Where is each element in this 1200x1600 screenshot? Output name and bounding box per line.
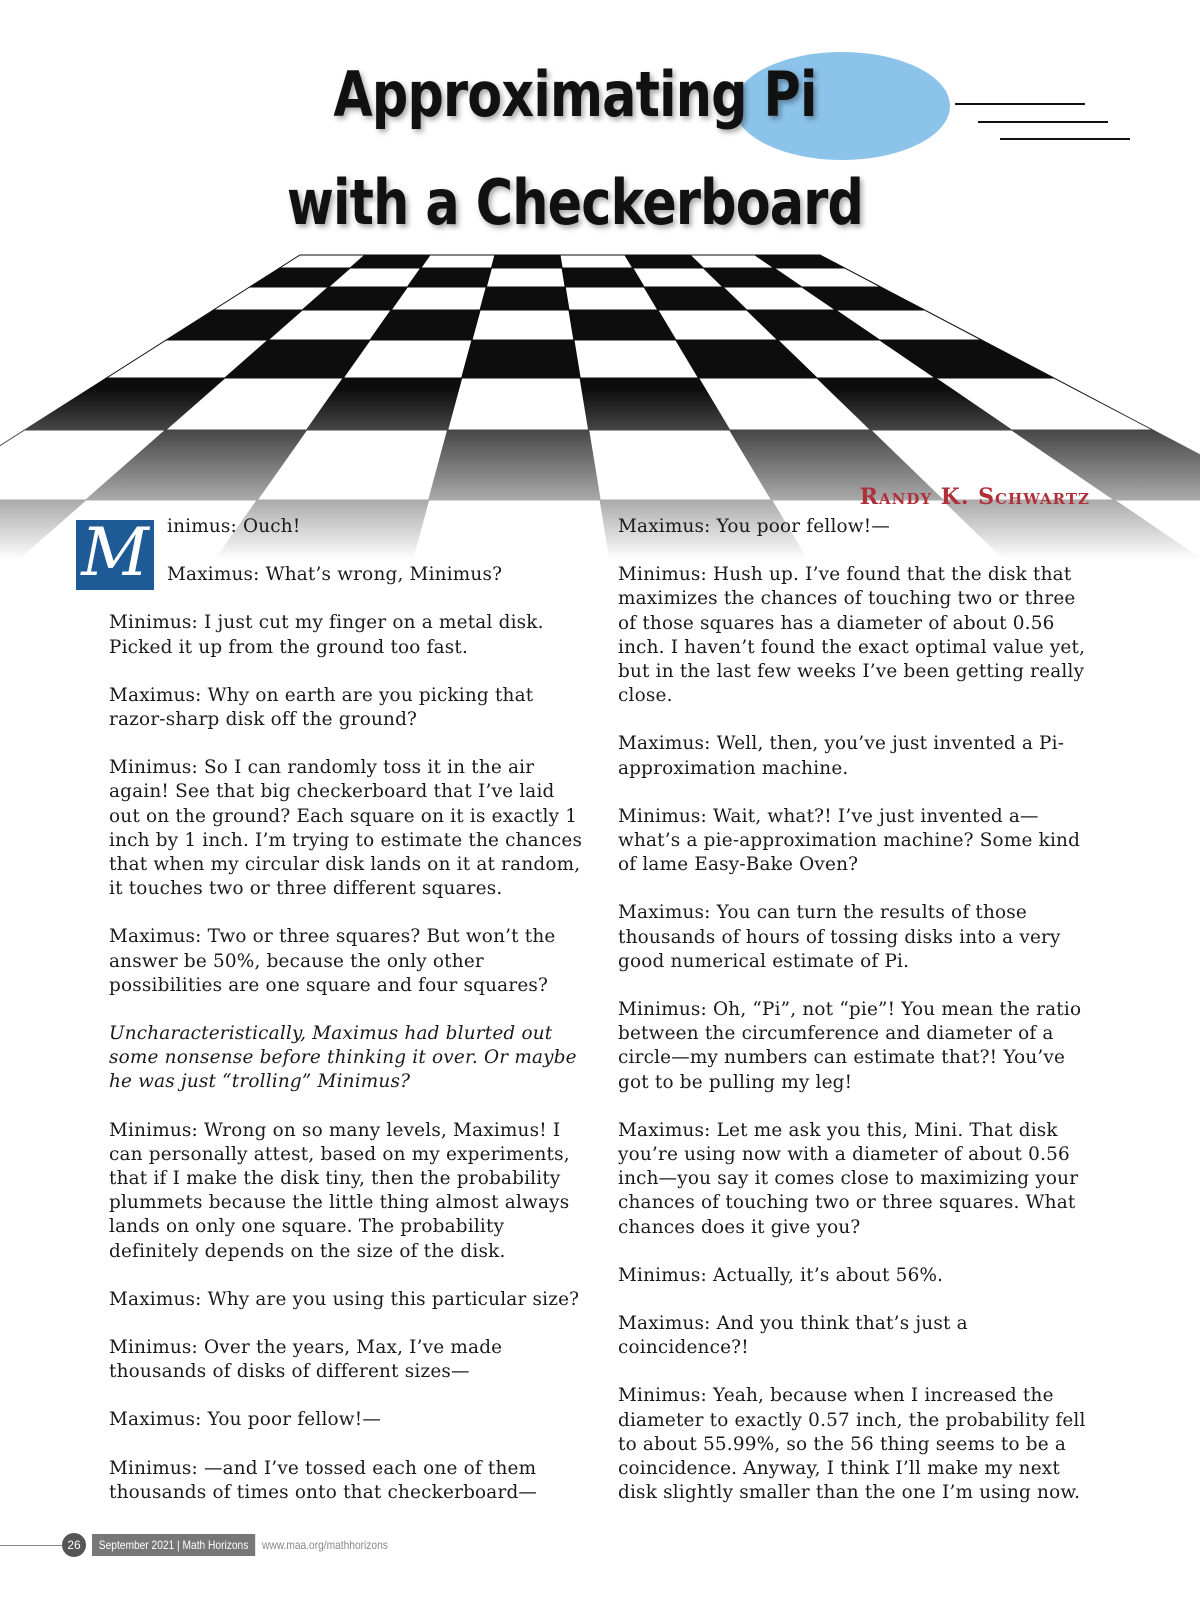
dialogue-paragraph: Minimus: I just cut my finger on a metal disk. Picked it up from the ground too fast.	[109, 612, 544, 658]
article-title-line-2: with a Checkerboard	[286, 166, 864, 239]
dialogue-paragraph: Maximus: You poor fellow!—	[109, 1409, 381, 1431]
dialogue-paragraph: Minimus: Oh, “Pi”, not “pie”! You mean the ratio between the circumference and diameter of a circle—my numbers can estimate that?! You’ve got to be pulling my leg!	[618, 999, 1082, 1093]
dialogue-paragraph: Minimus: Wait, what?! I’ve just invented a—what’s a pie-approximation machine? Some kind of lame Easy-Bake Oven?	[618, 805, 1081, 876]
dialogue-paragraph: Maximus: You poor fellow!—	[618, 516, 890, 537]
drop-cap-letter: M	[81, 514, 149, 591]
dialogue-paragraph: Maximus: Why on earth are you picking that razor-sharp disk off the ground?	[109, 684, 534, 731]
footer-url[interactable]: www.maa.org/mathhorizons	[262, 1538, 388, 1552]
dialogue-paragraph: Minimus: Wrong on so many levels, Maximus! I can personally attest, based on my experiments, that if I make the disk tiny, then the probability plummets because the little thing almost always lands on only one square. The probability definitely depends on the size of the disk.	[109, 1119, 570, 1262]
dialogue-paragraph: Minimus: Actually, it’s about 56%.	[618, 1264, 944, 1286]
dialogue-paragraph: Maximus: Let me ask you this, Mini. That disk you’re using now with a diameter of about 0.56 inch—you say it comes close to maximizing your chances of touching two or three squares. What chances does it give you?	[618, 1119, 1079, 1238]
dialogue-paragraph: Maximus: And you think that’s just a coincidence?!	[618, 1313, 968, 1359]
footer-rule	[0, 1545, 62, 1546]
right-column	[618, 515, 1093, 1530]
dialogue-paragraph: Maximus: Why are you using this particular size?	[109, 1288, 580, 1310]
dialogue-paragraph: Maximus: What’s wrong, Minimus?	[167, 564, 503, 586]
page-number: 26	[62, 1533, 86, 1557]
dialogue-paragraph: inimus: Ouch!	[167, 516, 301, 537]
dialogue-paragraph: Maximus: You can turn the results of those thousands of hours of tossing disks into a very good numerical estimate of Pi.	[618, 902, 1061, 972]
issue-label: September 2021 | Math Horizons	[92, 1534, 255, 1556]
article-title-line-1: Approximating Pi	[333, 58, 817, 131]
dialogue-paragraph: Uncharacteristically, Maximus had blurted out some nonsense before thinking it over. Or maybe he was just “trolling” Minimus?	[109, 1023, 577, 1093]
dialogue-paragraph: Minimus: Hush up. I’ve found that the disk that maximizes the chances of touching two or three of those squares has a diameter of about 0.56 inch. I haven’t found the exact optimal value yet, but in the last few weeks I’ve been getting really close.	[618, 564, 1086, 707]
author-byline: Randy K. Schwartz	[859, 484, 1090, 510]
dialogue-paragraph: Maximus: Well, then, you’ve just invented a Pi-approximation machine.	[618, 733, 1065, 779]
page-footer	[0, 1530, 1200, 1560]
dialogue-paragraph: Minimus: —and I’ve tossed each one of them thousands of times onto that checkerboard—	[109, 1457, 538, 1503]
left-column	[109, 515, 584, 1529]
dialogue-paragraph: Minimus: Over the years, Max, I’ve made thousands of disks of different sizes—	[109, 1337, 503, 1383]
dialogue-paragraph: Minimus: Yeah, because when I increased the diameter to exactly 0.57 inch, the probability fell to about 55.99%, so the 56 thing seems to be a coincidence. Anyway, I think I’ll make my next disk slightly smaller than the one I’m using now.	[618, 1385, 1086, 1504]
dialogue-paragraph: Maximus: Two or three squares? But won’t the answer be 50%, because the only other possibilities are one square and four squares?	[109, 926, 556, 996]
decorative-line	[1000, 138, 1130, 140]
dialogue-paragraph: Minimus: So I can randomly toss it in the air again! See that big checkerboard that I’ve laid out on the ground? Each square on it is exactly 1 inch by 1 inch. I’m trying to estimate the chances that when my circular disk lands on it at random, it touches two or three different squares.	[109, 757, 583, 900]
